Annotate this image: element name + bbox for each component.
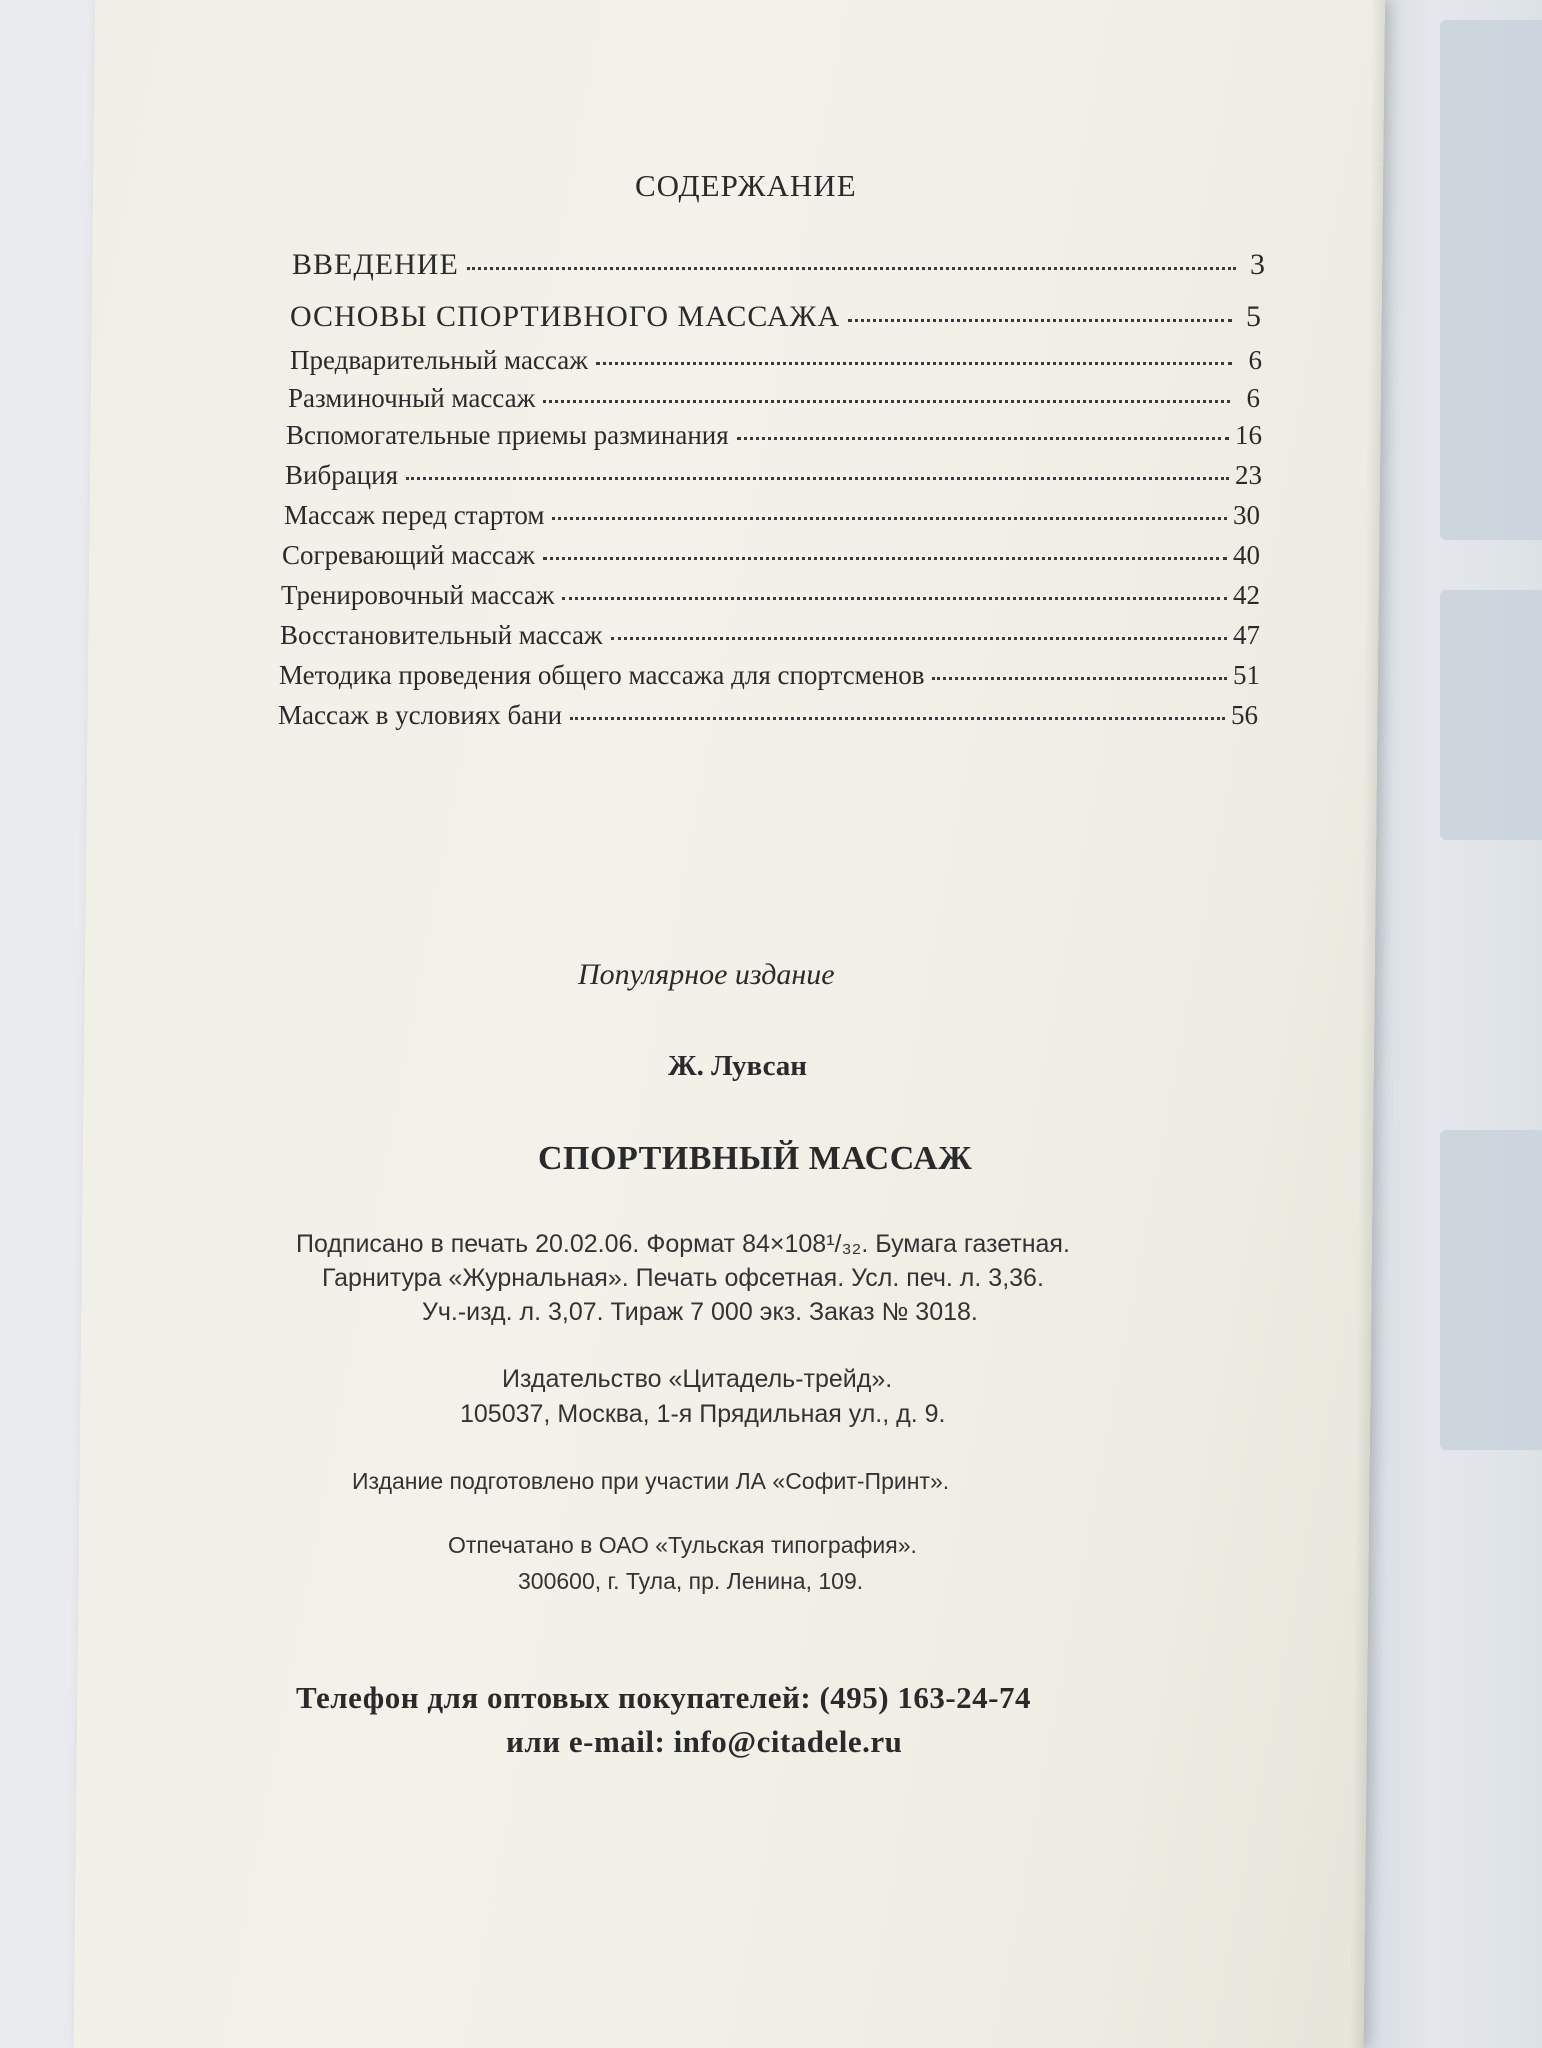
toc-entry — [281, 580, 1260, 611]
toc-entry — [282, 540, 1260, 571]
toc-entry-page: 30 — [1233, 500, 1260, 530]
toc-leader-dots — [467, 266, 1236, 270]
toc-entry — [288, 383, 1260, 414]
printer-name: Отпечатано в ОАО «Тульская типография». — [448, 1532, 917, 1558]
imprint-line: Уч.-изд. л. 3,07. Тираж 7 000 экз. Заказ № 3018. — [422, 1298, 978, 1326]
edition-type: Популярное издание — [578, 958, 835, 991]
toc-entry-title: Вспомогательные приемы разминания — [286, 420, 729, 450]
toc-heading: СОДЕРЖАНИЕ — [635, 168, 857, 203]
toc-entry — [285, 460, 1262, 491]
publisher-address: 105037, Москва, 1-я Прядильная ул., д. 9. — [460, 1400, 946, 1428]
wholesale-phone: Телефон для оптовых покупателей: (495) 163-24-74 — [296, 1680, 1032, 1715]
publisher-name: Издательство «Цитадель-трейд». — [502, 1365, 893, 1393]
toc-leader-dots — [848, 318, 1232, 322]
toc-entry-title: Массаж в условиях бани — [278, 700, 563, 730]
toc-leader-dots — [543, 399, 1230, 403]
toc-entry-title: Предварительный массаж — [290, 345, 588, 375]
contact-email: или e-mail: info@citadele.ru — [506, 1724, 903, 1759]
toc-entry-page: 6 — [1248, 345, 1262, 375]
toc-entry — [284, 500, 1260, 531]
toc-leader-dots — [570, 716, 1225, 720]
toc-entry — [280, 620, 1260, 651]
toc-entry-page: 56 — [1231, 700, 1258, 730]
toc-entry-page: 6 — [1246, 383, 1260, 413]
prepared-note: Издание подготовлено при участии ЛА «Софит-Принт». — [352, 1468, 950, 1494]
toc-entry — [279, 660, 1260, 691]
toc-entry-title: ВВЕДЕНИЕ — [292, 248, 459, 281]
toc-entry-page: 42 — [1233, 580, 1260, 610]
toc-entry — [290, 345, 1262, 376]
toc-entry-title: Массаж перед стартом — [284, 500, 545, 530]
toc-leader-dots — [406, 476, 1229, 480]
toc-entry — [292, 248, 1266, 282]
imprint-line: Гарнитура «Журнальная». Печать офсетная. Усл. печ. л. 3,36. — [322, 1264, 1044, 1292]
toc-entry-title: Разминочный массаж — [288, 383, 536, 413]
toc-entry-title: Восстановительный массаж — [280, 620, 603, 650]
toc-entry-page: 16 — [1235, 420, 1262, 450]
toc-entry-title: Согревающий массаж — [282, 540, 535, 570]
toc-leader-dots — [562, 596, 1227, 600]
toc-entry-title: Тренировочный массаж — [281, 580, 555, 610]
author-name: Ж. Лувсан — [668, 1050, 808, 1082]
toc-entry — [290, 300, 1262, 334]
toc-entry-page: 47 — [1233, 620, 1260, 650]
toc-entry-title: Вибрация — [285, 460, 398, 490]
toc-entry-page: 3 — [1250, 248, 1266, 281]
toc-leader-dots — [932, 676, 1227, 680]
toc-leader-dots — [737, 436, 1229, 440]
imprint-line: Подписано в печать 20.02.06. Формат 84×108¹/₃₂. Бумага газетная. — [296, 1230, 1070, 1258]
toc-entry-title: Методика проведения общего массажа для спортсменов — [279, 660, 925, 690]
toc-leader-dots — [611, 636, 1227, 640]
toc-entry — [278, 700, 1258, 731]
toc-entry-page: 23 — [1235, 460, 1262, 490]
printer-address: 300600, г. Тула, пр. Ленина, 109. — [518, 1568, 864, 1594]
toc-entry-page: 40 — [1233, 540, 1260, 570]
toc-entry-page: 5 — [1246, 300, 1262, 333]
toc-entry-title: ОСНОВЫ СПОРТИВНОГО МАССАЖА — [290, 300, 841, 333]
toc-leader-dots — [552, 516, 1227, 520]
toc-leader-dots — [543, 556, 1227, 560]
book-title: СПОРТИВНЫЙ МАССАЖ — [538, 1140, 973, 1177]
toc-leader-dots — [596, 361, 1232, 365]
toc-entry-page: 51 — [1233, 660, 1260, 690]
toc-entry — [286, 420, 1262, 451]
